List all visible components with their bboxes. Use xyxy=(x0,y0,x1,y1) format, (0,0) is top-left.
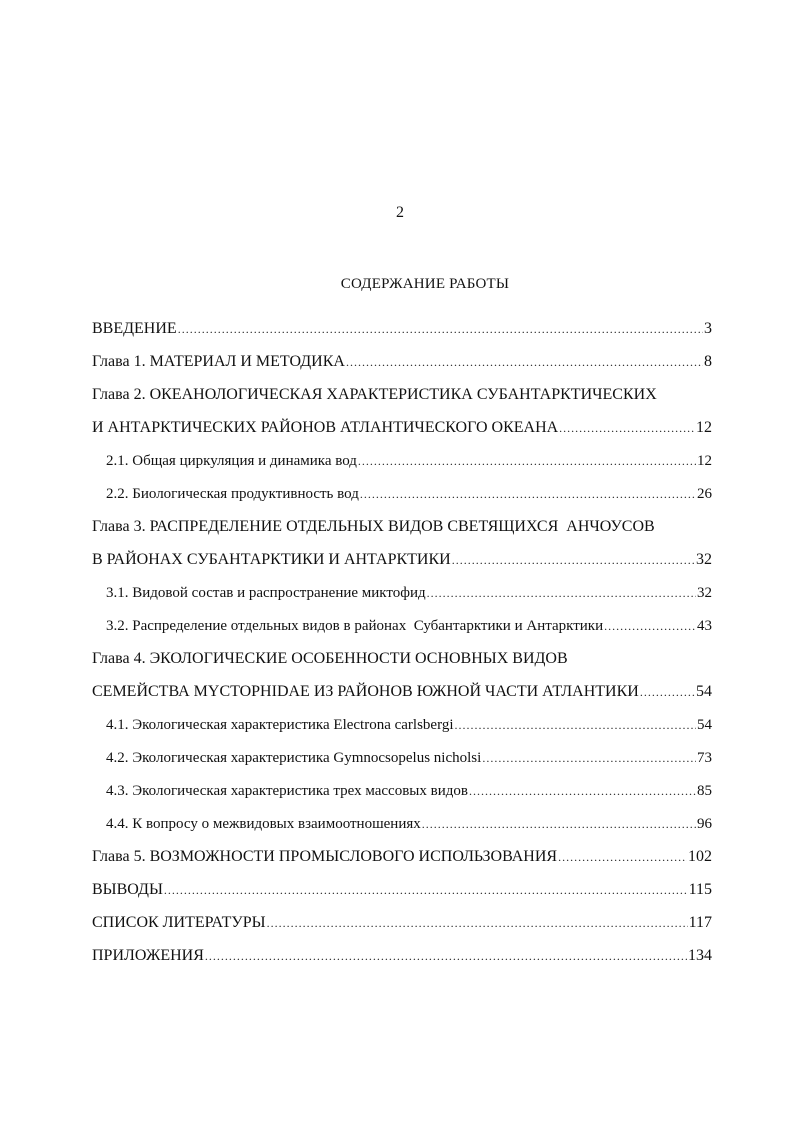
toc-entry-text: 4.2. Экологическая характеристика Gymnocsopelus nicholsi xyxy=(106,750,482,766)
toc-entry-page: 85 xyxy=(697,783,712,799)
toc-entry-page: 102 xyxy=(688,848,712,865)
dot-leader xyxy=(640,684,695,700)
toc-entry-page: 12 xyxy=(696,419,712,436)
toc-entry-page: 3 xyxy=(704,320,712,337)
toc-entry-page: 32 xyxy=(696,551,712,568)
dot-leader xyxy=(360,486,696,502)
toc-entry-page: 115 xyxy=(688,881,712,898)
dot-leader xyxy=(427,585,696,601)
toc-subentry xyxy=(92,438,712,471)
toc-entry xyxy=(92,834,712,867)
toc-entry-text: Глава 1. МАТЕРИАЛ И МЕТОДИКА xyxy=(92,353,345,370)
toc-entry-text: 3.1. Видовой состав и распространение миктофид xyxy=(106,585,426,601)
dot-leader xyxy=(469,783,696,799)
toc-entry-text: Глава 4. ЭКОЛОГИЧЕСКИЕ ОСОБЕННОСТИ ОСНОВНЫХ ВИДОВ xyxy=(92,650,568,667)
dot-leader xyxy=(422,816,696,832)
toc-entry-text: 4.3. Экологическая характеристика трех массовых видов xyxy=(106,783,468,799)
toc-entry xyxy=(92,636,712,669)
dot-leader xyxy=(358,453,696,469)
dot-leader xyxy=(164,882,688,898)
dot-leader xyxy=(205,948,687,964)
dot-leader xyxy=(482,750,696,766)
toc-entry-text: СПИСОК ЛИТЕРАТУРЫ xyxy=(92,914,266,931)
toc-subentry xyxy=(92,471,712,504)
dot-leader xyxy=(346,354,703,370)
toc-subentry xyxy=(92,570,712,603)
toc-entry xyxy=(92,405,712,438)
toc-entry-text: И АНТАРКТИЧЕСКИХ РАЙОНОВ АТЛАНТИЧЕСКОГО ОКЕАНА xyxy=(92,419,559,436)
toc-subentry xyxy=(92,768,712,801)
toc-entry xyxy=(92,504,712,537)
toc-entry-text: 2.1. Общая циркуляция и динамика вод xyxy=(106,453,357,469)
toc-entry-page: 12 xyxy=(697,453,712,469)
toc-entry xyxy=(92,933,712,966)
toc-entry-page: 134 xyxy=(688,947,712,964)
page-number: 2 xyxy=(396,204,404,221)
toc-entry-text: 4.1. Экологическая характеристика Electrona carlsbergi xyxy=(106,717,454,733)
toc-entry-page: 43 xyxy=(697,618,712,634)
toc-entry-text: ПРИЛОЖЕНИЯ xyxy=(92,947,204,964)
toc-entry xyxy=(92,339,712,372)
toc-entry-text: Глава 5. ВОЗМОЖНОСТИ ПРОМЫСЛОВОГО ИСПОЛЬЗОВАНИЯ xyxy=(92,848,558,865)
dot-leader xyxy=(559,420,695,436)
toc-entry-page: 96 xyxy=(697,816,712,832)
toc-entry xyxy=(92,372,712,405)
toc-entry-text: 3.2. Распределение отдельных видов в районах Субантарктики и Антарктики xyxy=(106,618,604,634)
toc-entry-page: 54 xyxy=(696,683,712,700)
dot-leader xyxy=(454,717,696,733)
toc-entry-text: СЕМЕЙСТВА MYCTOPHIDAE ИЗ РАЙОНОВ ЮЖНОЙ ЧАСТИ АТЛАНТИКИ xyxy=(92,683,639,700)
toc-entry-page: 32 xyxy=(697,585,712,601)
dot-leader xyxy=(558,849,687,865)
toc-entry-text: ВВЕДЕНИЕ xyxy=(92,320,177,337)
dot-leader xyxy=(452,552,695,568)
toc-entry-text: Глава 3. РАСПРЕДЕЛЕНИЕ ОТДЕЛЬНЫХ ВИДОВ СВЕТЯЩИХСЯ АНЧОУСОВ xyxy=(92,518,655,535)
toc-title: СОДЕРЖАНИЕ РАБОТЫ xyxy=(340,276,510,292)
toc-entry-page: 73 xyxy=(697,750,712,766)
dot-leader xyxy=(267,915,688,931)
toc-entry xyxy=(92,537,712,570)
toc-entry-text: 2.2. Биологическая продуктивность вод xyxy=(106,486,359,502)
toc-entry xyxy=(92,900,712,933)
toc-subentry xyxy=(92,735,712,768)
toc-entry xyxy=(92,669,712,702)
toc-entry-page: 26 xyxy=(697,486,712,502)
toc-subentry xyxy=(92,801,712,834)
toc-entry-text: ВЫВОДЫ xyxy=(92,881,163,898)
dot-leader xyxy=(604,618,696,634)
table-of-contents xyxy=(92,306,712,966)
toc-entry-text: В РАЙОНАХ СУБАНТАРКТИКИ И АНТАРКТИКИ xyxy=(92,551,451,568)
toc-entry-page: 54 xyxy=(697,717,712,733)
toc-subentry xyxy=(92,603,712,636)
toc-entry-text: Глава 2. ОКЕАНОЛОГИЧЕСКАЯ ХАРАКТЕРИСТИКА СУБАНТАРКТИЧЕСКИХ xyxy=(92,386,657,403)
toc-entry-text: 4.4. К вопросу о межвидовых взаимоотношениях xyxy=(106,816,421,832)
dot-leader xyxy=(178,321,703,337)
toc-entry xyxy=(92,306,712,339)
toc-subentry xyxy=(92,702,712,735)
toc-entry-page: 117 xyxy=(688,914,712,931)
toc-entry-page: 8 xyxy=(704,353,712,370)
toc-entry xyxy=(92,867,712,900)
